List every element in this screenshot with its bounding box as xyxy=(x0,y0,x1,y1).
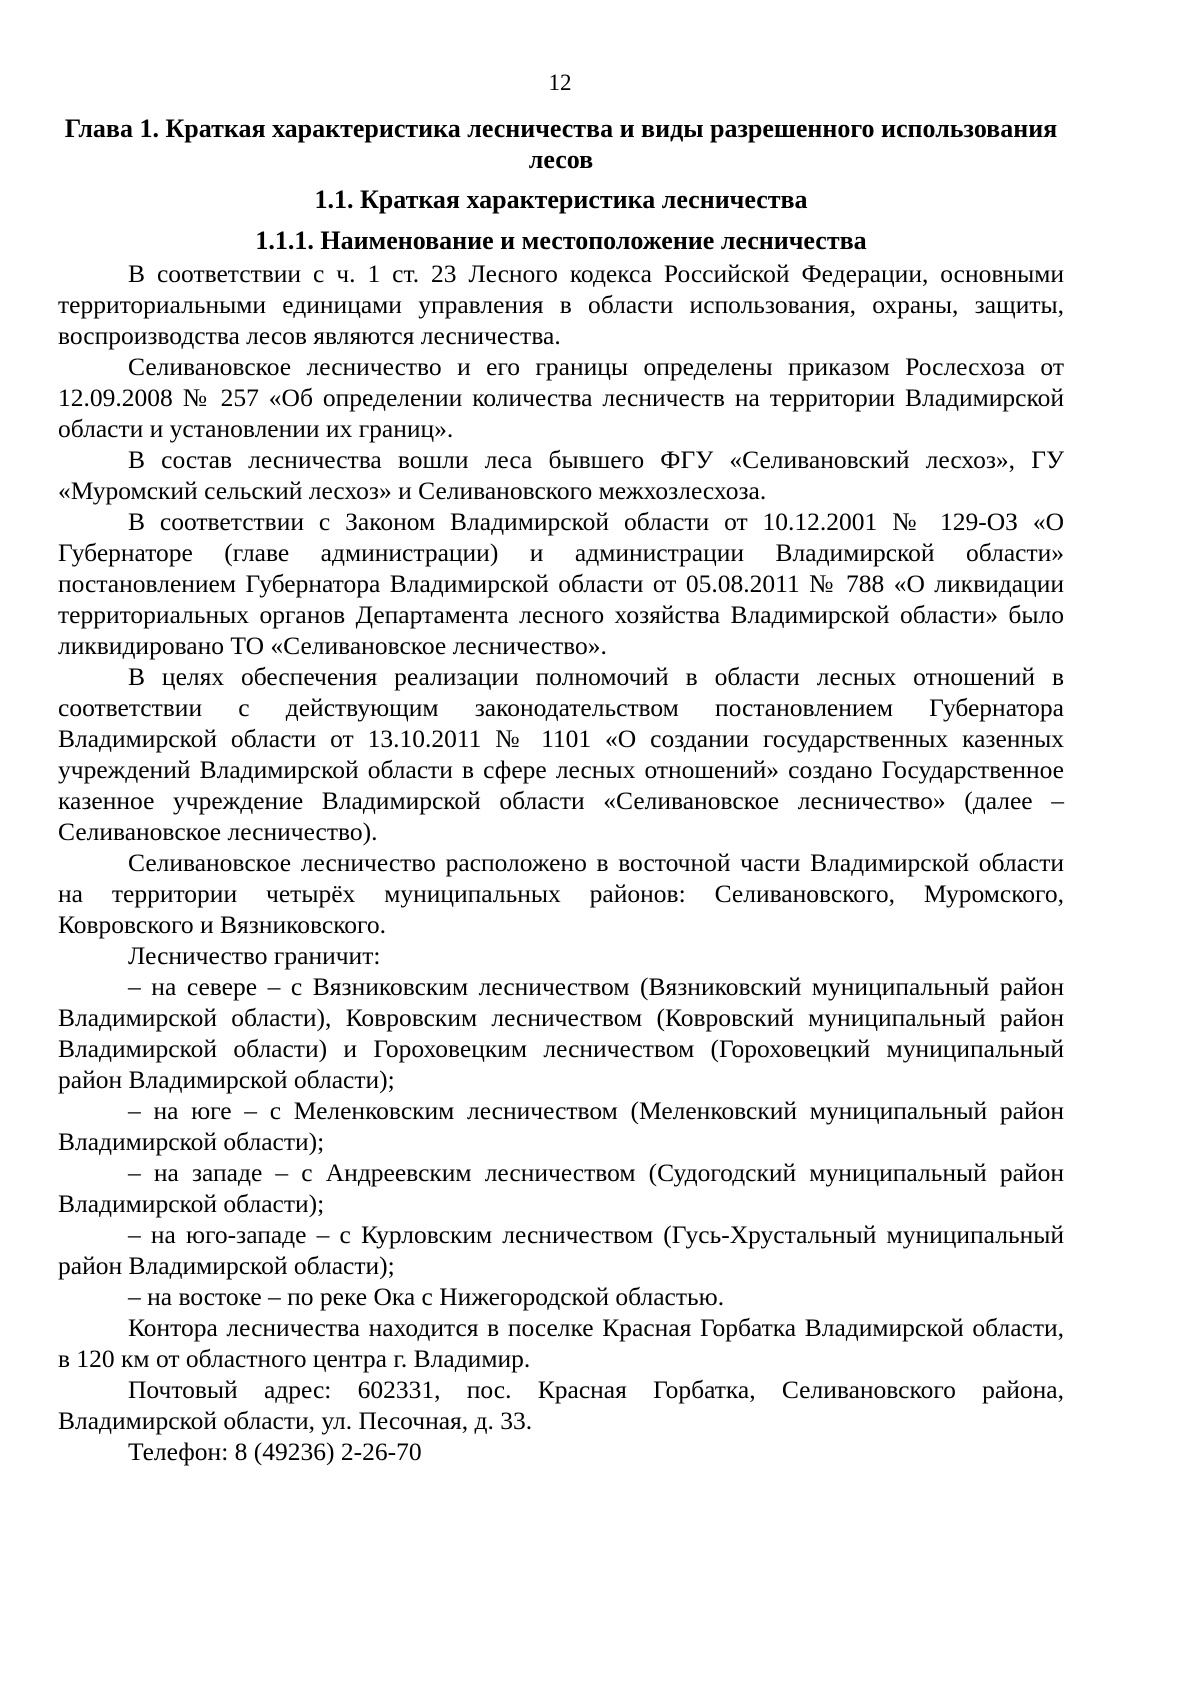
page-content xyxy=(58,113,1064,1467)
paragraph-borders-intro: Лесничество граничит: xyxy=(128,941,381,970)
border-item-east: – на востоке – по реке Ока с Нижегородской областью. xyxy=(128,1282,725,1311)
paragraph-forest-code: В соответствии с ч. 1 ст. 23 Лесного кодекса Российской Федерации, основными территориальными единицами управления в области использования, охраны, защиты, воспроизводства лесов являются лесничества. xyxy=(58,259,1064,350)
paragraph-liquidation: В соответствии с Законом Владимирской области от 10.12.2001 № 129-ОЗ «О Губернаторе (главе администрации) и администрации Владимирской области» постановлением Губернатора Владимирской области от 05.08.2011 № 788 «О ликвидации территориальных органов Департамента лесного хозяйства Владимирской области» было ликвидировано ТО «Селивановское лесничество». xyxy=(58,507,1064,660)
paragraph-location: Селивановское лесничество расположено в восточной части Владимирской области на территории четырёх муниципальных районов: Селивановского, Муромского, Ковровского и Вязниковского. xyxy=(58,848,1064,939)
paragraph-composition: В состав лесничества вошли леса бывшего ФГУ «Селивановский лесхоз», ГУ «Муромский сельский лесхоз» и Селивановского межхозлесхоза. xyxy=(58,445,1064,505)
border-item-west: – на западе – с Андреевским лесничеством (Судогодский муниципальный район Владимирской области); xyxy=(58,1158,1064,1218)
border-item-southwest: – на юго-западе – с Курловским лесничеством (Гусь-Хрустальный муниципальный район Владимирской области); xyxy=(58,1220,1064,1280)
border-item-north: – на севере – с Вязниковским лесничеством (Вязниковский муниципальный район Владимирской области), Ковровским лесничеством (Ковровский муниципальный район Владимирской области) и Гороховецким лесничеством (Гороховецкий муниципальный район Владимирской области); xyxy=(58,972,1064,1094)
paragraph-boundaries-order: Селивановское лесничество и его границы определены приказом Рослесхоза от 12.09.2008 № 257 «Об определении количества лесничеств на территории Владимирской области и установлении их границ». xyxy=(58,352,1064,443)
subsection-title: 1.1.1. Наименование и местоположение лесничества xyxy=(255,226,867,255)
section-title: 1.1. Краткая характеристика лесничества xyxy=(314,185,808,214)
paragraph-office-location: Контора лесничества находится в поселке Красная Горбатка Владимирской области, в 120 км от областного центра г. Владимир. xyxy=(58,1313,1064,1373)
paragraph-postal-address: Почтовый адрес: 602331, пос. Красная Горбатка, Селивановского района, Владимирской области, ул. Песочная, д. 33. xyxy=(58,1375,1064,1435)
chapter-title: Глава 1. Краткая характеристика лесничества и виды разрешенного использования лесов xyxy=(64,114,1058,174)
paragraph-phone: Телефон: 8 (49236) 2-26-70 xyxy=(128,1437,422,1466)
border-item-south: – на юге – с Меленковским лесничеством (Меленковский муниципальный район Владимирской области); xyxy=(58,1096,1064,1156)
page-number: 12 xyxy=(548,70,572,95)
paragraph-establishment: В целях обеспечения реализации полномочий в области лесных отношений в соответствии с действующим законодательством постановлением Губернатора Владимирской области от 13.10.2011 № 1101 «О создании государственных казенных учреждений Владимирской области в сфере лесных отношений» создано Государственное казенное учреждение Владимирской области «Селивановское лесничество» (далее – Селивановское лесничество). xyxy=(58,662,1064,846)
